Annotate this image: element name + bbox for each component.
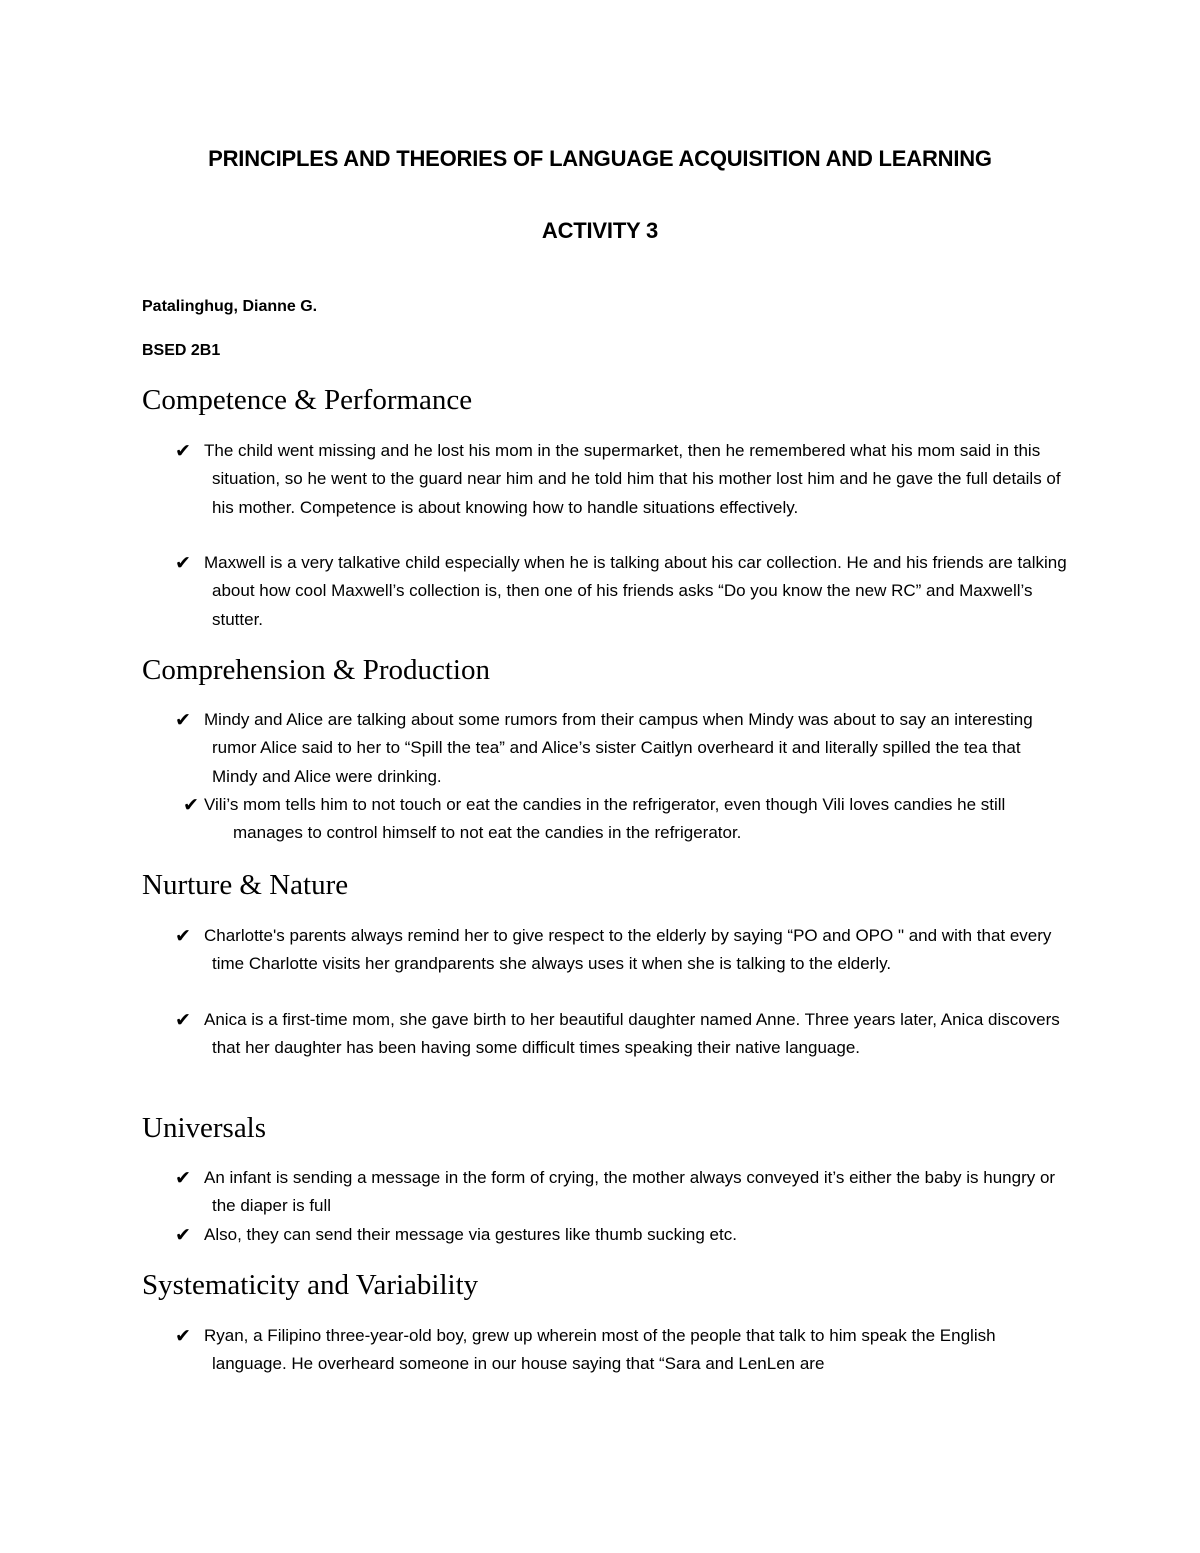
list-item-text: Charlotte's parents always remind her to give respect to the elderly by saying “PO and OPO " and with that every time Charlotte visits her grandparents she always uses it when she is talking to the elderly. (204, 926, 1052, 974)
list-item-text: An infant is sending a message in the form of crying, the mother always conveyed it’s either the baby is hungry or the diaper is full (204, 1168, 1056, 1216)
list-item (175, 922, 1070, 979)
checkmark-icon: ✔ (175, 1167, 191, 1189)
list-item-text: Anica is a first-time mom, she gave birth to her beautiful daughter named Anne. Three years later, Anica discovers that her daughter has been having some difficult times speaking their native language. (204, 1010, 1060, 1058)
section-heading-competence-performance: Competence & Performance (142, 384, 473, 416)
checkmark-icon: ✔ (175, 552, 191, 574)
checkmark-icon: ✔ (175, 925, 191, 947)
section-heading-nurture-nature: Nurture & Nature (142, 869, 349, 901)
list-item-text: Ryan, a Filipino three-year-old boy, grew up wherein most of the people that talk to him speak the English language. He overheard someone in our house saying that “Sara and LenLen are (204, 1326, 996, 1374)
document-subtitle: ACTIVITY 3 (541, 218, 659, 243)
checkmark-icon: ✔ (183, 794, 199, 816)
list-item-text: The child went missing and he lost his mom in the supermarket, then he remembered what his mom said in this situation, so he went to the guard near him and he told him that his mother lost him and he gave the full details of his mother. Competence is about knowing how to handle situations effectively. (204, 441, 1061, 517)
checkmark-icon: ✔ (175, 1224, 191, 1246)
list-item (175, 1164, 1070, 1221)
section-heading-systematicity-variability: Systematicity and Variability (142, 1269, 479, 1301)
list-item (175, 549, 1070, 634)
list-item-text: Maxwell is a very talkative child especially when he is talking about his car collection. He and his friends are talking about how cool Maxwell’s collection is, then one of his friends asks “Do you know the new RC” and Maxwell’s stutter. (204, 553, 1067, 629)
list-item (175, 1221, 1070, 1249)
checkmark-icon: ✔ (175, 709, 191, 731)
list-item (175, 1006, 1070, 1063)
section-heading-comprehension-production: Comprehension & Production (142, 654, 490, 686)
checkmark-icon: ✔ (175, 1325, 191, 1347)
student-name: Patalinghug, Dianne G. (142, 298, 318, 315)
list-item (175, 706, 1070, 791)
list-item-text: Also, they can send their message via gestures like thumb sucking etc. (204, 1225, 737, 1244)
class-section: BSED 2B1 (142, 342, 221, 359)
list-item (175, 1322, 1070, 1379)
document-title: PRINCIPLES AND THEORIES OF LANGUAGE ACQUISITION AND LEARNING (208, 146, 992, 171)
list-item (183, 791, 1078, 848)
list-item-text: Mindy and Alice are talking about some rumors from their campus when Mindy was about to say an interesting rumor Alice said to her to “Spill the tea” and Alice’s sister Caitlyn overheard it and literally spilled the tea that Mindy and Alice were drinking. (204, 710, 1033, 786)
list-item (175, 437, 1070, 522)
section-heading-universals: Universals (142, 1112, 267, 1144)
list-item-text: Vili’s mom tells him to not touch or eat the candies in the refrigerator, even though Vili loves candies he still manages to control himself to not eat the candies in the refrigerator. (204, 795, 1006, 843)
checkmark-icon: ✔ (175, 440, 191, 462)
checkmark-icon: ✔ (175, 1009, 191, 1031)
